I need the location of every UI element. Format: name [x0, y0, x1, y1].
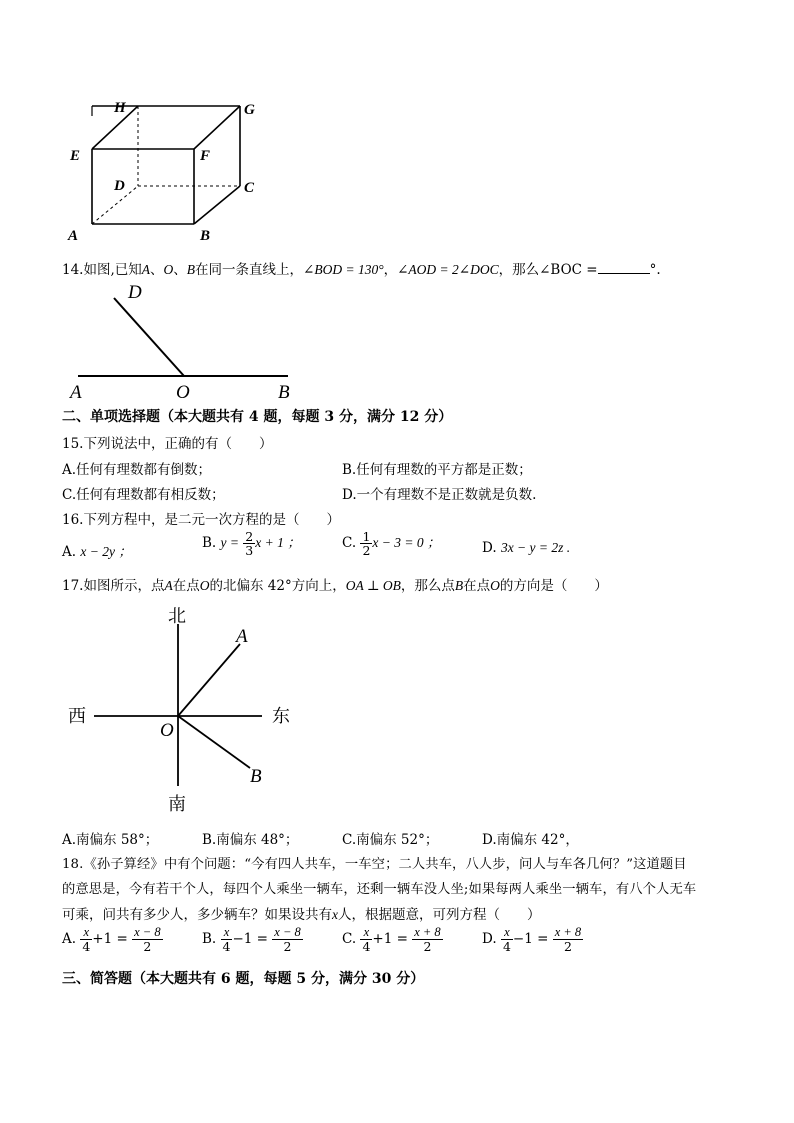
q17-option-d[interactable]: D.南偏东 42°，	[482, 832, 579, 848]
q18-b-n2: x − 8	[274, 925, 301, 939]
cube-label-b: B	[200, 228, 211, 244]
q14-point-b: B	[186, 262, 196, 277]
q18-line-3a: 可乘，问共有多少人，多少辆车？如果设共有	[62, 907, 332, 923]
q17-condition: OA ⊥ OB	[345, 578, 401, 593]
q14-condition-1: ∠BOD = 130°	[303, 262, 384, 277]
q18-a-op: +1 =	[92, 931, 128, 948]
q18-c-frac-right	[412, 926, 442, 953]
q16-b-fraction	[243, 530, 255, 557]
q18-option-a[interactable]	[62, 926, 163, 953]
q17-stem-f: 的方向是（ ）	[499, 578, 608, 594]
q18-a-label: A.	[62, 931, 77, 948]
q18-d-d1: 4	[502, 939, 511, 955]
q18-b-label: B.	[202, 931, 217, 948]
section-2-heading: 二、单项选择题（本大题共有 4 题，每题 3 分，满分 12 分）	[62, 409, 453, 425]
q18-c-op: +1 =	[372, 931, 408, 948]
question-14-stem	[62, 258, 661, 278]
q18-line-1: 18.《孙子算经》中有个问题：“今有四人共车，一车空；二人共车，八人步，问人与车各几何？”这道题目	[62, 857, 687, 872]
q18-line-2: 的意思是，今有若干个人，每四个人乘坐一辆车，还剩一辆车没人坐;如果每两人乘坐一辆车，有八个人无车	[62, 882, 697, 897]
q18-c-n1: x	[360, 926, 372, 940]
q14-point-a: A	[141, 262, 151, 277]
q16-stem: 16.下列方程中，是二元一次方程的是（ ）	[62, 512, 340, 528]
compass-point-o: O	[160, 720, 174, 741]
q18-option-d[interactable]	[482, 926, 583, 953]
q18-a-frac-right	[132, 926, 162, 953]
q18-c-d2: 2	[423, 939, 432, 955]
compass-south: 南	[168, 794, 186, 814]
q14-mid: 在同一条直线上，	[195, 262, 304, 278]
q16-option-c[interactable]	[342, 530, 440, 557]
q17-point-a: A	[164, 578, 173, 593]
q17-compass-figure	[62, 600, 312, 822]
section-3-heading: 三、简答题（本大题共有 6 题，每题 5 分，满分 30 分）	[62, 971, 425, 987]
q14-point-o: O	[163, 262, 174, 277]
q18-b-d1: 4	[222, 939, 231, 955]
cube-figure	[62, 94, 272, 246]
q16-c-rhs: x − 3 = 0 ；	[372, 535, 441, 551]
q14-condition-2: ∠AOD = 2∠DOC	[397, 262, 499, 277]
q18-option-c[interactable]	[342, 926, 443, 953]
q16-c-fraction	[360, 530, 372, 557]
q14-tail: °.	[649, 262, 661, 278]
q14-answer-blank[interactable]	[598, 261, 650, 274]
q18-b-d2: 2	[283, 939, 292, 955]
q17-option-b[interactable]: B.南偏东 48°；	[202, 832, 299, 848]
q18-a-d2: 2	[143, 939, 152, 955]
q16-b-num: 2	[245, 529, 254, 544]
q14-fig-a: A	[70, 382, 82, 402]
q18-d-frac-right	[553, 926, 583, 953]
q18-c-label: C.	[342, 931, 357, 948]
q18-line-3	[62, 903, 541, 923]
cube-label-e: E	[70, 148, 81, 164]
q18-a-d1: 4	[82, 939, 91, 955]
q16-b-label: B.	[202, 535, 217, 552]
q17-option-a[interactable]: A.南偏东 58°；	[62, 832, 159, 848]
q16-d-label: D.	[482, 540, 497, 556]
q18-d-d2: 2	[563, 939, 572, 955]
cube-label-d: D	[114, 178, 125, 194]
q17-stem-e: 在点	[463, 578, 491, 594]
q14-prefix: 如图,已知	[83, 262, 142, 278]
q14-number: 14.	[62, 262, 84, 278]
q16-d-expr: 3x − y = 2z .	[500, 540, 571, 555]
q16-option-d[interactable]	[482, 540, 570, 556]
q17-stem-b: 在点	[172, 578, 200, 594]
cube-label-c: C	[244, 180, 255, 196]
q15-option-d[interactable]: D.一个有理数不是正数就是负数.	[342, 487, 537, 503]
q18-d-frac-left	[501, 926, 513, 953]
q18-b-op: −1 =	[232, 931, 268, 948]
q18-option-b[interactable]	[202, 926, 303, 953]
q16-a-label: A.	[62, 544, 77, 560]
q17-point-b: B	[454, 578, 464, 593]
q15-stem: 15.下列说法中，正确的有（ ）	[62, 436, 273, 452]
q18-b-frac-right	[272, 926, 302, 953]
q17-point-o: O	[199, 578, 210, 593]
q16-c-num: 1	[362, 529, 371, 544]
q14-figure	[66, 280, 306, 402]
q14-ask: ，那么∠BOC =	[498, 262, 598, 278]
q17-stem-d: ，那么点	[400, 578, 455, 594]
q17-option-c[interactable]: C.南偏东 52°；	[342, 832, 439, 848]
q18-b-frac-left	[221, 926, 233, 953]
q18-variable-x: x	[332, 907, 338, 922]
q18-c-frac-left	[360, 926, 372, 953]
q18-line-3b: 人，根据题意，可列方程（ ）	[338, 907, 541, 923]
q18-a-n2: x − 8	[134, 925, 161, 939]
q14-fig-b: B	[278, 382, 290, 402]
q14-sep1: 、	[150, 262, 164, 278]
q14-sep2: 、	[173, 262, 187, 278]
q14-fig-o: O	[176, 382, 190, 402]
q17-point-o-2: O	[490, 578, 500, 593]
q16-c-label: C.	[342, 535, 357, 552]
q16-c-den: 2	[362, 543, 371, 559]
compass-west: 西	[68, 706, 86, 726]
cube-label-g: G	[244, 102, 255, 118]
cube-label-f: F	[200, 148, 211, 164]
q16-b-den: 3	[245, 543, 254, 559]
q15-option-b[interactable]: B.任何有理数的平方都是正数；	[342, 462, 532, 478]
q16-b-rhs: x + 1 ；	[255, 535, 301, 551]
q15-option-c[interactable]: C.任何有理数都有相反数；	[62, 487, 225, 503]
cube-label-a: A	[68, 228, 79, 244]
q18-c-d1: 4	[362, 939, 371, 955]
cube-label-h: H	[114, 100, 126, 116]
q14-comma: ，	[383, 262, 398, 278]
q17-stem-a: 17.如图所示，点	[62, 578, 165, 594]
q18-d-label: D.	[482, 931, 497, 948]
q16-a-expr: x − 2y ；	[80, 544, 132, 559]
q18-a-n1: x	[80, 926, 92, 940]
q18-d-n1: x	[501, 926, 513, 940]
compass-north: 北	[168, 606, 186, 626]
compass-point-a: A	[236, 626, 248, 647]
q16-b-lhs: y =	[220, 535, 239, 551]
q18-d-op: −1 =	[512, 931, 549, 948]
q18-a-frac-left	[80, 926, 92, 953]
q17-stem	[62, 574, 608, 594]
q14-fig-d: D	[128, 282, 142, 303]
q15-option-a[interactable]: A.任何有理数都有倒数；	[62, 462, 212, 478]
q18-c-n2: x + 8	[414, 925, 441, 939]
q18-b-n1: x	[221, 926, 233, 940]
q18-d-n2: x + 8	[554, 925, 582, 939]
q16-option-b[interactable]	[202, 530, 301, 557]
q17-stem-c: 的北偏东 42°方向上，	[209, 578, 346, 594]
compass-point-b: B	[250, 766, 262, 787]
compass-east: 东	[272, 706, 290, 726]
q16-option-a[interactable]	[62, 540, 132, 560]
